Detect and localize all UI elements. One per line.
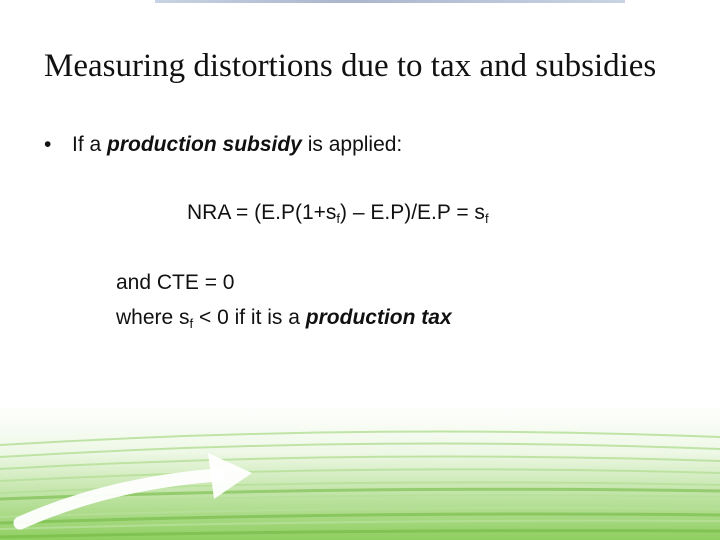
bullet-prefix: If a (72, 133, 108, 156)
where-emphasis: production tax (305, 306, 452, 329)
slide-title: Measuring distortions due to tax and subsidies (44, 48, 657, 84)
bullet-suffix: is applied: (301, 133, 403, 156)
bullet-icon: • (44, 133, 52, 156)
nra-formula (187, 201, 489, 225)
where-prefix: where s (116, 306, 190, 329)
cte-line: and CTE = 0 (116, 271, 235, 294)
bullet-item (44, 133, 402, 157)
bullet-emphasis: production subsidy (107, 133, 302, 156)
formula-part1: NRA = (E.P(1+s (187, 201, 337, 224)
formula-sub1: f (336, 211, 341, 226)
formula-sub2: f (484, 211, 489, 226)
formula-part2: ) – E.P)/E.P = s (340, 201, 485, 224)
where-middle: < 0 if it is a (193, 306, 306, 329)
footer-decoration (0, 405, 720, 540)
header-rule (155, 0, 625, 3)
where-line (116, 306, 452, 330)
where-sub: f (189, 316, 194, 331)
